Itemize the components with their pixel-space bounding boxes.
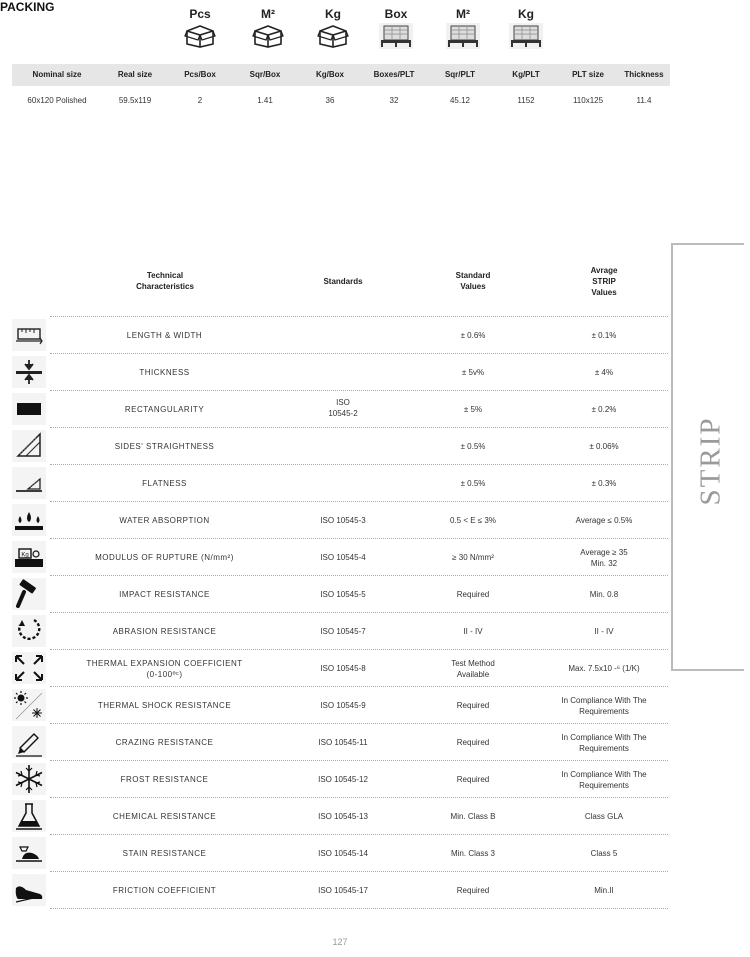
standard-cell-line: ISO 10545-12 bbox=[318, 775, 368, 784]
packing-table-header bbox=[12, 64, 670, 86]
strip-side-panel bbox=[671, 243, 744, 671]
characteristic-name-line: LENGTH & WIDTH bbox=[126, 331, 203, 340]
avrage-value-cell bbox=[544, 626, 664, 637]
row-icon-box bbox=[12, 393, 46, 425]
row-icon-box bbox=[12, 541, 46, 573]
col-header: Sqr/PLT bbox=[444, 70, 476, 79]
characteristic-name-line: THICKNESS bbox=[139, 368, 190, 377]
svg-text:Kg: Kg bbox=[21, 552, 29, 559]
characteristic-name bbox=[52, 700, 277, 711]
standard-value-cell-line: Required bbox=[456, 590, 490, 599]
row-divider bbox=[50, 501, 668, 502]
characteristic-name bbox=[52, 330, 277, 341]
ruler-measure-icon bbox=[12, 319, 46, 351]
standard-value-cell bbox=[433, 367, 513, 378]
characteristic-name-line: FRICTION COEFFICIENT bbox=[112, 886, 217, 895]
avrage-value-cell-line: In Compliance With The bbox=[561, 769, 647, 779]
standard-value-cell bbox=[433, 404, 513, 415]
hammer-icon bbox=[12, 578, 46, 610]
row-icon-box bbox=[12, 319, 46, 351]
row-icon-box bbox=[12, 800, 46, 832]
avrage-value-cell-line: Min. 0.8 bbox=[589, 590, 619, 599]
characteristic-name bbox=[52, 626, 277, 637]
standard-cell bbox=[303, 774, 383, 785]
characteristic-name-line: (0-100ºᶜ) bbox=[146, 669, 183, 679]
row-divider bbox=[50, 797, 668, 798]
standard-cell bbox=[303, 737, 383, 748]
standard-value-cell bbox=[433, 626, 513, 637]
characteristic-name bbox=[52, 404, 277, 415]
standard-value-cell-line: 0.5 < E ≤ 3% bbox=[450, 516, 496, 525]
avrage-value-cell-line: Requirements bbox=[579, 743, 629, 753]
avrage-value-cell bbox=[544, 515, 664, 526]
standard-value-cell bbox=[433, 478, 513, 489]
standard-cell bbox=[303, 885, 383, 896]
unit-label: Pcs bbox=[189, 7, 211, 21]
table-cell: 1152 bbox=[517, 96, 535, 105]
avrage-value-cell bbox=[544, 663, 664, 674]
abrasion-icon bbox=[12, 615, 46, 647]
row-icon-box bbox=[12, 615, 46, 647]
snowflake-icon bbox=[12, 763, 46, 795]
standard-value-cell bbox=[433, 589, 513, 600]
characteristic-name bbox=[52, 811, 277, 822]
avrage-value-cell-line: Class 5 bbox=[590, 849, 618, 858]
unit-label: M² bbox=[456, 7, 470, 21]
avrage-value-cell-line: ± 0.3% bbox=[591, 479, 617, 488]
shoe-icon bbox=[12, 874, 46, 906]
characteristic-name bbox=[52, 367, 277, 378]
pallet-icon bbox=[378, 22, 414, 50]
avrage-value-cell bbox=[544, 330, 664, 341]
avrage-value-cell-line: ± 0.06% bbox=[589, 442, 619, 451]
standard-value-cell-line: Min. Class 3 bbox=[450, 849, 495, 858]
row-icon-box bbox=[12, 726, 46, 758]
strip-label-graphic bbox=[673, 245, 746, 673]
avrage-value-cell bbox=[544, 589, 664, 600]
row-divider bbox=[50, 316, 668, 317]
row-divider bbox=[50, 390, 668, 391]
expand-arrows-icon bbox=[12, 652, 46, 684]
avrage-value-cell-line: ± 4% bbox=[594, 368, 614, 377]
standard-value-cell bbox=[433, 774, 513, 785]
table-cell: 110x125 bbox=[572, 96, 604, 105]
table-cell: 59.5x119 bbox=[118, 96, 152, 105]
avrage-value-cell bbox=[544, 478, 664, 489]
characteristic-name bbox=[52, 552, 277, 563]
unit-label: M² bbox=[261, 7, 275, 21]
water-drops-icon bbox=[12, 504, 46, 536]
avrage-value-cell bbox=[544, 441, 664, 452]
row-icon-box bbox=[12, 689, 46, 721]
avrage-value-cell-line: Min. 32 bbox=[590, 558, 618, 568]
set-square-icon bbox=[12, 430, 46, 462]
standard-cell-line: ISO 10545-5 bbox=[320, 590, 366, 599]
standard-cell-line: ISO 10545-7 bbox=[320, 627, 366, 636]
standard-value-cell-line: ≥ 30 N/mm² bbox=[452, 553, 494, 562]
col-header: Pcs/Box bbox=[184, 70, 216, 79]
standard-cell-line: ISO 10545-11 bbox=[318, 738, 368, 747]
standard-value-cell-line: ± 5v% bbox=[461, 368, 485, 377]
header-standards: Standards bbox=[323, 277, 363, 286]
avrage-value-cell bbox=[544, 695, 664, 717]
standard-cell bbox=[303, 515, 383, 526]
row-divider bbox=[50, 353, 668, 354]
iso-line: ISO bbox=[336, 398, 350, 407]
pallet-icon bbox=[445, 22, 481, 50]
characteristic-name bbox=[52, 737, 277, 748]
row-divider bbox=[50, 834, 668, 835]
avrage-value-cell bbox=[544, 547, 664, 569]
row-icon-box bbox=[12, 578, 46, 610]
row-icon-box bbox=[12, 874, 46, 906]
standard-value-cell bbox=[433, 552, 513, 563]
header-line: Standard bbox=[455, 271, 491, 280]
thickness-arrows-icon bbox=[12, 356, 46, 388]
row-icon-box bbox=[12, 504, 46, 536]
sun-snow-icon bbox=[12, 689, 46, 721]
standard-value-cell-line: Min. Class B bbox=[450, 812, 496, 821]
standard-value-cell bbox=[433, 700, 513, 711]
standard-cell bbox=[303, 663, 383, 674]
row-icon-box bbox=[12, 467, 46, 499]
col-header: Kg/Box bbox=[316, 70, 344, 79]
table-cell: 2 bbox=[197, 96, 203, 105]
box-icon bbox=[252, 22, 284, 48]
header-avrage-values bbox=[564, 265, 644, 298]
col-header: Boxes/PLT bbox=[373, 70, 415, 79]
avrage-value-cell bbox=[544, 811, 664, 822]
header-line: Avrage bbox=[590, 266, 618, 275]
avrage-value-cell-line: In Compliance With The bbox=[561, 695, 647, 705]
row-divider bbox=[50, 612, 668, 613]
standard-value-cell-line: ± 0.5% bbox=[460, 442, 486, 451]
packing-unit-kg bbox=[303, 6, 363, 48]
standard-value-cell-line: Test Method bbox=[451, 658, 495, 668]
row-divider bbox=[50, 538, 668, 539]
characteristic-name-line: MODULUS OF RUPTURE (N/mm²) bbox=[95, 553, 234, 562]
box-icon bbox=[184, 22, 216, 48]
characteristic-name bbox=[52, 774, 277, 785]
iso-line: 10545-2 bbox=[328, 409, 358, 418]
table-cell: 1.41 bbox=[257, 96, 273, 105]
table-cell: 32 bbox=[389, 96, 399, 105]
iso-group-cell bbox=[303, 397, 383, 419]
standard-value-cell-line: ± 0.5% bbox=[460, 479, 486, 488]
characteristic-name-line: THERMAL SHOCK RESISTANCE bbox=[97, 701, 232, 710]
avrage-value-cell-line: II - IV bbox=[594, 627, 614, 636]
strip-label: STRIP bbox=[694, 416, 727, 506]
col-header: PLT size bbox=[572, 70, 604, 79]
avrage-value-cell bbox=[544, 848, 664, 859]
page-number: 127 bbox=[332, 937, 348, 947]
table-cell: 60x120 Polished bbox=[27, 96, 87, 105]
standard-cell-line: ISO 10545-8 bbox=[320, 664, 366, 673]
standard-value-cell bbox=[433, 811, 513, 822]
col-header: Real size bbox=[117, 70, 153, 79]
avrage-value-cell-line: ± 0.2% bbox=[591, 405, 617, 414]
avrage-value-cell bbox=[544, 732, 664, 754]
table-cell: 36 bbox=[325, 96, 335, 105]
header-standard-values bbox=[433, 270, 513, 292]
row-icon-box bbox=[12, 763, 46, 795]
unit-label: Box bbox=[384, 7, 408, 21]
standard-value-cell bbox=[433, 441, 513, 452]
standard-cell bbox=[303, 626, 383, 637]
characteristic-name-line: FROST RESISTANCE bbox=[120, 775, 209, 784]
header-characteristics bbox=[115, 270, 215, 292]
standard-value-cell bbox=[433, 330, 513, 341]
standard-cell-line: ISO 10545-13 bbox=[318, 812, 368, 821]
row-icon-box bbox=[12, 837, 46, 869]
header-line: STRIP bbox=[592, 277, 616, 286]
characteristic-name bbox=[52, 589, 277, 600]
table-cell: 11.4 bbox=[636, 96, 652, 105]
row-divider bbox=[50, 871, 668, 872]
pallet-icon bbox=[508, 22, 544, 50]
avrage-value-cell-line: Class GLA bbox=[584, 812, 624, 821]
row-divider bbox=[50, 686, 668, 687]
row-icon-box bbox=[12, 430, 46, 462]
standard-cell-line: ISO 10545-4 bbox=[320, 553, 366, 562]
row-divider bbox=[50, 760, 668, 761]
standard-value-cell-line: ± 0.6% bbox=[460, 331, 486, 340]
avrage-value-cell-line: Max. 7.5x10 -⁶ (1/K) bbox=[568, 664, 640, 673]
characteristic-name-line: IMPACT RESISTANCE bbox=[119, 590, 210, 599]
standard-cell-line: ISO 10545-17 bbox=[318, 886, 368, 895]
col-header: Sqr/Box bbox=[249, 70, 281, 79]
standard-value-cell-line: II - IV bbox=[463, 627, 483, 636]
characteristic-name bbox=[52, 478, 277, 489]
standard-cell-line: ISO 10545-9 bbox=[320, 701, 366, 710]
stain-icon bbox=[12, 837, 46, 869]
characteristic-name-line: CRAZING RESISTANCE bbox=[115, 738, 214, 747]
standard-value-cell bbox=[433, 885, 513, 896]
packing-unit-pcs bbox=[170, 6, 230, 48]
header-line: Technical bbox=[146, 271, 184, 280]
row-icon-box bbox=[12, 356, 46, 388]
header-line: Values bbox=[591, 288, 617, 297]
avrage-value-cell-line: Requirements bbox=[579, 780, 629, 790]
avrage-value-cell-line: Min.II bbox=[594, 886, 614, 895]
row-divider bbox=[50, 427, 668, 428]
avrage-value-cell bbox=[544, 404, 664, 415]
avrage-value-cell-line: Average ≥ 35 bbox=[580, 547, 628, 557]
characteristic-name bbox=[52, 658, 277, 680]
standard-value-cell-line: Required bbox=[456, 775, 490, 784]
row-divider bbox=[50, 649, 668, 650]
row-icon-box bbox=[12, 652, 46, 684]
characteristic-name-line: SIDES' STRAIGHTNESS bbox=[114, 442, 215, 451]
standard-value-cell-line: Required bbox=[456, 886, 490, 895]
crazing-pen-icon bbox=[12, 726, 46, 758]
col-header: Nominal size bbox=[32, 70, 82, 79]
standard-value-cell bbox=[433, 737, 513, 748]
characteristic-name-line: ABRASION RESISTANCE bbox=[112, 627, 217, 636]
row-divider bbox=[50, 575, 668, 576]
standard-cell bbox=[303, 589, 383, 600]
avrage-value-cell-line: ± 0.1% bbox=[591, 331, 617, 340]
packing-unit-kg-plt bbox=[496, 6, 556, 50]
header-line: Characteristics bbox=[136, 282, 194, 291]
row-divider bbox=[50, 908, 668, 909]
avrage-value-cell-line: Average ≤ 0.5% bbox=[575, 516, 633, 525]
packing-unit-m2-plt bbox=[433, 6, 493, 50]
col-header: Kg/PLT bbox=[512, 70, 540, 79]
standard-cell bbox=[303, 848, 383, 859]
packing-unit-box-plt bbox=[366, 6, 426, 50]
characteristic-name bbox=[52, 885, 277, 896]
avrage-value-cell bbox=[544, 769, 664, 791]
header-line: Values bbox=[460, 282, 486, 291]
row-divider bbox=[50, 464, 668, 465]
rectangle-icon bbox=[12, 393, 46, 425]
characteristic-name-line: CHEMICAL RESISTANCE bbox=[112, 812, 217, 821]
standard-cell bbox=[303, 552, 383, 563]
standard-cell bbox=[303, 811, 383, 822]
packing-title: PACKING bbox=[0, 0, 55, 14]
avrage-value-cell-line: In Compliance With The bbox=[561, 732, 647, 742]
standard-value-cell bbox=[433, 848, 513, 859]
unit-label: Kg bbox=[518, 7, 534, 21]
flask-icon bbox=[12, 800, 46, 832]
standard-value-cell bbox=[433, 515, 513, 526]
flatness-icon bbox=[12, 467, 46, 499]
weight-scale-icon bbox=[12, 541, 46, 573]
standard-value-cell-line: ± 5% bbox=[463, 405, 483, 414]
characteristic-name-line: FLATNESS bbox=[142, 479, 187, 488]
row-divider bbox=[50, 723, 668, 724]
standard-value-cell bbox=[433, 658, 513, 680]
avrage-value-cell-line: Requirements bbox=[579, 706, 629, 716]
box-icon bbox=[317, 22, 349, 48]
characteristic-name bbox=[52, 515, 277, 526]
characteristic-name-line: RECTANGULARITY bbox=[124, 405, 205, 414]
characteristic-name-line: WATER ABSORPTION bbox=[119, 516, 210, 525]
table-cell: 45.12 bbox=[449, 96, 471, 105]
standard-value-cell-line: Required bbox=[456, 738, 490, 747]
characteristic-name-line: STAIN RESISTANCE bbox=[122, 849, 207, 858]
standard-cell-line: ISO 10545-3 bbox=[320, 516, 366, 525]
packing-unit-m2 bbox=[238, 6, 298, 48]
standard-cell bbox=[303, 700, 383, 711]
standard-value-cell-line: Required bbox=[456, 701, 490, 710]
avrage-value-cell bbox=[544, 885, 664, 896]
standard-value-cell-line: Available bbox=[456, 669, 490, 679]
avrage-value-cell bbox=[544, 367, 664, 378]
characteristic-name bbox=[52, 441, 277, 452]
unit-label: Kg bbox=[325, 7, 341, 21]
col-header: Thickness bbox=[624, 70, 664, 79]
standard-cell-line: ISO 10545-14 bbox=[318, 849, 368, 858]
characteristic-name bbox=[52, 848, 277, 859]
characteristic-name-line: THERMAL EXPANSION COEFFICIENT bbox=[86, 658, 243, 668]
